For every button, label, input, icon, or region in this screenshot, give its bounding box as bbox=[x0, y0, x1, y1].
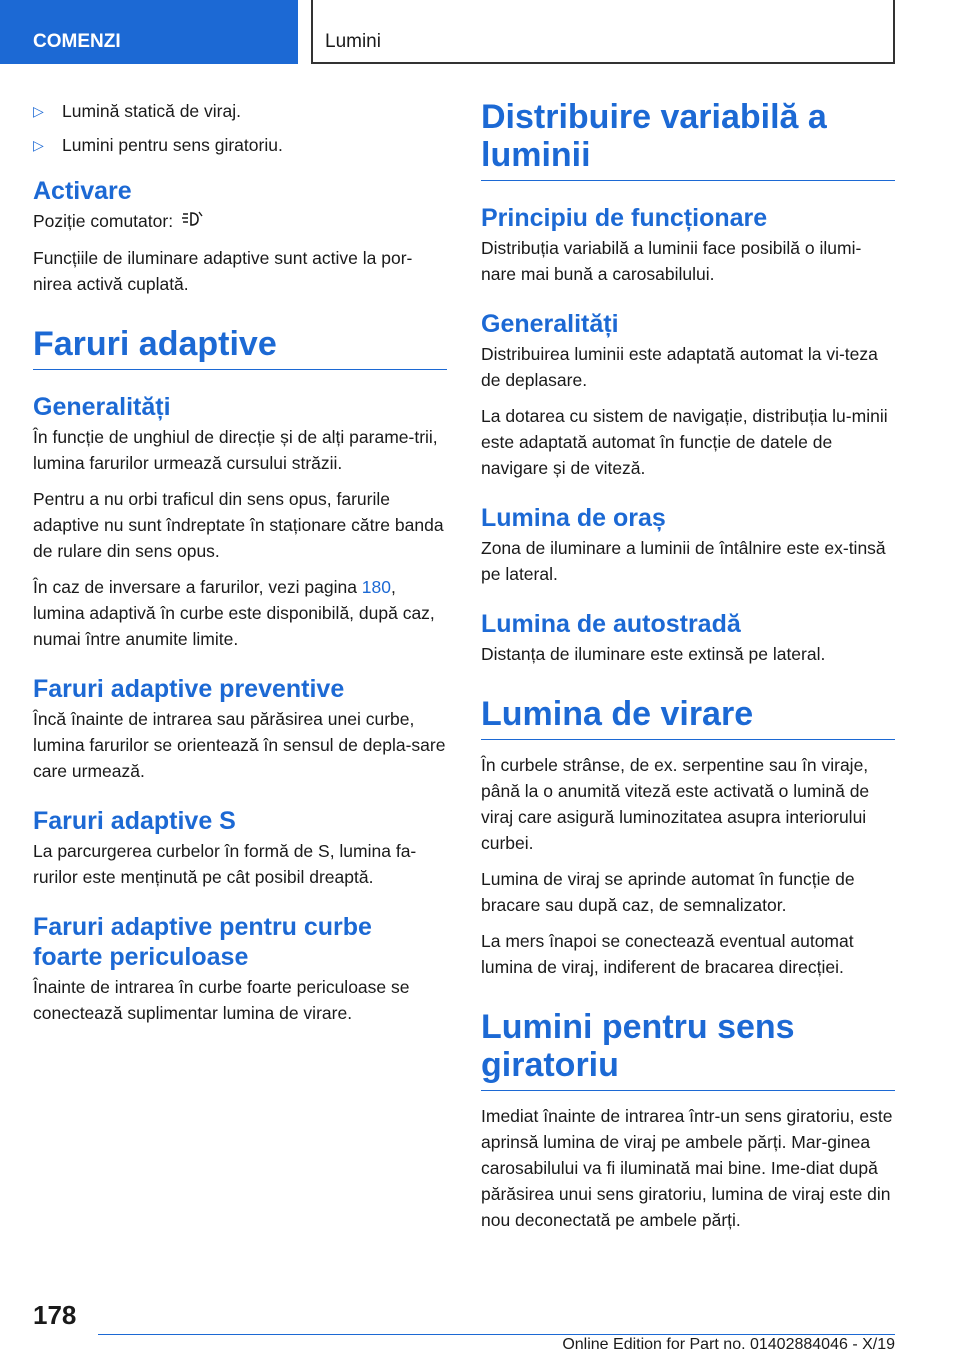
faruri-adaptive-heading: Faruri adaptive bbox=[33, 325, 447, 370]
paragraph: La parcurgerea curbelor în formă de S, lumina fa-rurilor este menținută pe cât posibil dreaptă. bbox=[33, 841, 417, 888]
generalitati-heading: Generalități bbox=[481, 310, 619, 338]
curbe-periculoase-heading: Faruri adaptive pentru curbe foarte periculoase bbox=[33, 913, 372, 972]
bullet-list bbox=[33, 98, 447, 158]
paragraph: Pentru a nu orbi traficul din sens opus, farurile adaptive nu sunt îndreptate în staționare către banda de rulare din sens opus. bbox=[33, 489, 444, 562]
triangle-bullet-icon: ▷ bbox=[33, 137, 44, 153]
right-column bbox=[481, 98, 895, 1243]
footer-divider bbox=[98, 1334, 895, 1335]
page-number: 178 bbox=[33, 1300, 77, 1330]
generalitati-heading: Generalități bbox=[33, 393, 171, 422]
lumini-giratoriu-heading: Lumini pentru sens giratoriu bbox=[481, 1008, 895, 1091]
paragraph: În curbele strânse, de ex. serpentine sau în viraje, până la o anumită viteză este activată o lumină de viraj care asigură luminozitatea asupra interiorului curbei. bbox=[481, 755, 870, 853]
auto-headlight-icon bbox=[181, 209, 203, 235]
page-link[interactable]: 180 bbox=[361, 577, 391, 598]
edition-footer: Online Edition for Part no. 01402884046 - X/19 bbox=[562, 1336, 895, 1353]
paragraph: În caz de inversare a farurilor, vezi pagina 180, lumina adaptivă în curbe este disponibilă, după caz, numai între anumite limite. bbox=[33, 577, 435, 650]
left-column bbox=[33, 98, 447, 1036]
faruri-s-heading: Faruri adaptive S bbox=[33, 807, 236, 836]
lumina-autostrada-heading: Lumina de autostradă bbox=[481, 610, 741, 638]
preventive-heading: Faruri adaptive preventive bbox=[33, 675, 345, 704]
paragraph: În funcție de unghiul de direcție și de alți parame-trii, lumina farurilor urmează cursului străzii. bbox=[33, 427, 438, 474]
paragraph: Înainte de intrarea în curbe foarte periculoase se conectează suplimentar lumina de virare. bbox=[33, 977, 410, 1024]
activare-heading: Activare bbox=[33, 177, 132, 205]
paragraph: Distribuirea luminii este adaptată automat la vi-teza de deplasare. bbox=[481, 344, 878, 390]
lumina-oras-heading: Lumina de oraș bbox=[481, 504, 666, 532]
principiu-heading: Principiu de funcționare bbox=[481, 204, 768, 232]
activare-text: Funcțiile de iluminare adaptive sunt active la por-nirea activă cuplată. bbox=[33, 248, 413, 295]
paragraph: Imediat înainte de intrarea într-un sens giratoriu, este aprinsă lumina de viraj pe ambele părți. Mar-ginea carosabilului va fi iluminată mai bine. Ime-diat după părăsirea unui sens giratoriu, lumina de viraj este din nou deconectată pe ambele părți. bbox=[481, 1106, 893, 1230]
switch-position: Poziție comutator: bbox=[33, 208, 447, 235]
paragraph: Încă înainte de intrarea sau părăsirea unei curbe, lumina farurilor se orientează în sensul de depla-sare care urmează. bbox=[33, 709, 446, 782]
paragraph: Zona de iluminare a luminii de întâlnire este ex-tinsă pe lateral. bbox=[481, 538, 886, 584]
chapter-tab: Lumini bbox=[311, 0, 895, 64]
list-item: ▷ Lumină statică de viraj. bbox=[33, 98, 447, 124]
section-tab: COMENZI bbox=[0, 0, 298, 64]
lumina-virare-heading: Lumina de virare bbox=[481, 695, 895, 740]
paragraph: Lumina de viraj se aprinde automat în funcție de bracare sau după caz, de semnalizator. bbox=[481, 869, 855, 915]
paragraph: La dotarea cu sistem de navigație, distribuția lu-minii este adaptată automat în funcție de datele de navigare și de viteză. bbox=[481, 406, 888, 478]
paragraph: La mers înapoi se conectează eventual automat lumina de viraj, indiferent de bracarea direcției. bbox=[481, 931, 854, 977]
list-item: ▷ Lumini pentru sens giratoriu. bbox=[33, 132, 447, 158]
paragraph: Distribuția variabilă a luminii face posibilă o ilumi-nare mai bună a carosabilului. bbox=[481, 238, 862, 284]
triangle-bullet-icon: ▷ bbox=[33, 103, 44, 119]
distributie-heading: Distribuire variabilă a luminii bbox=[481, 98, 895, 181]
paragraph: Distanța de iluminare este extinsă pe lateral. bbox=[481, 644, 826, 664]
